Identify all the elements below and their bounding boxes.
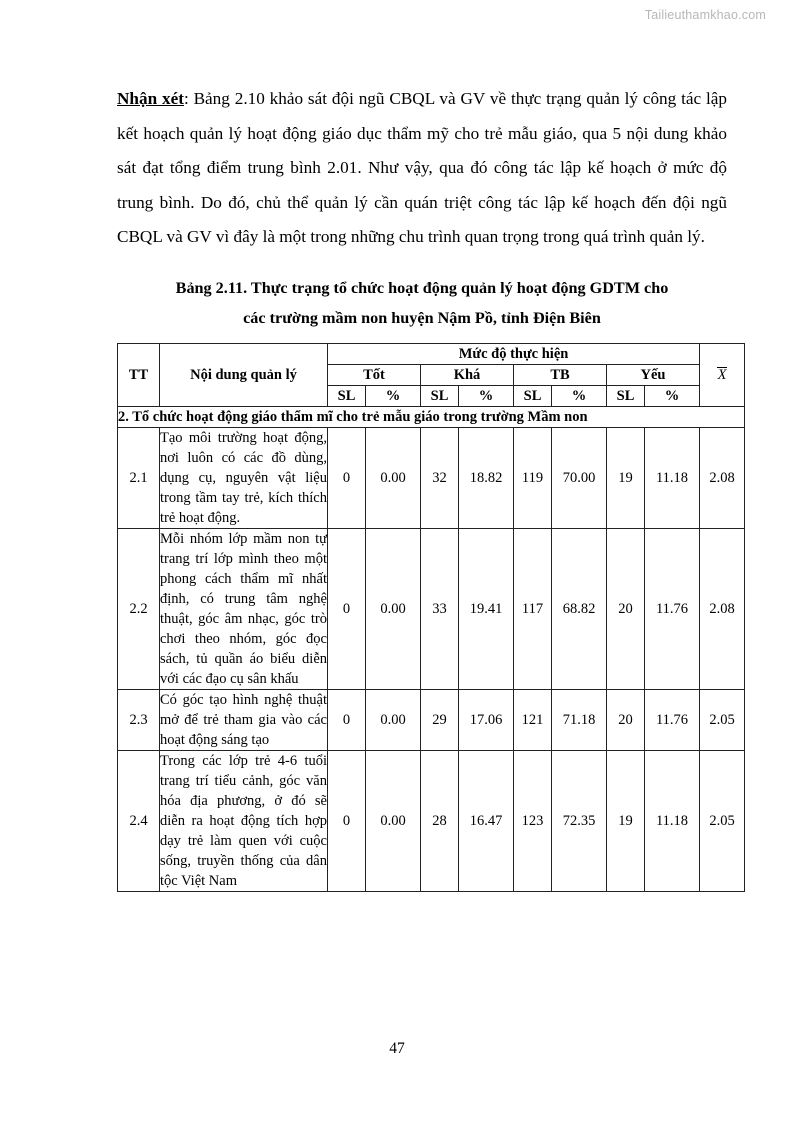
row-tot-pct: 0.00 [366, 750, 421, 891]
row-yeu-sl: 19 [607, 427, 645, 528]
header-level-group: Mức độ thực hiện [328, 343, 700, 364]
x-bar-symbol: X [717, 366, 727, 383]
header-kha-pct: % [459, 385, 514, 406]
row-yeu-sl: 20 [607, 689, 645, 750]
row-tt: 2.4 [118, 750, 160, 891]
row-mean: 2.08 [700, 427, 745, 528]
paragraph-lead-label: Nhận xét [117, 89, 184, 108]
row-kha-pct: 19.41 [459, 528, 514, 689]
row-tb-pct: 70.00 [552, 427, 607, 528]
row-kha-sl: 28 [421, 750, 459, 891]
row-yeu-pct: 11.76 [645, 689, 700, 750]
row-tot-sl: 0 [328, 750, 366, 891]
row-yeu-sl: 19 [607, 750, 645, 891]
survey-results-table [117, 343, 745, 892]
row-tot-pct: 0.00 [366, 689, 421, 750]
header-yeu-sl: SL [607, 385, 645, 406]
header-level-yeu: Yếu [607, 364, 700, 385]
row-kha-sl: 33 [421, 528, 459, 689]
paragraph-lead-separator: : [183, 89, 189, 108]
row-tb-sl: 117 [514, 528, 552, 689]
row-mean: 2.08 [700, 528, 745, 689]
row-yeu-pct: 11.76 [645, 528, 700, 689]
header-tb-sl: SL [514, 385, 552, 406]
page-number: 47 [389, 1040, 405, 1057]
row-tb-sl: 119 [514, 427, 552, 528]
table-row [118, 528, 745, 689]
table-section-row [118, 406, 745, 427]
table-caption-line1: Bảng 2.11. Thực trạng tổ chức hoạt động quản lý hoạt động GDTM cho [175, 278, 669, 297]
row-kha-sl: 29 [421, 689, 459, 750]
row-tot-sl: 0 [328, 689, 366, 750]
row-tb-sl: 121 [514, 689, 552, 750]
row-tt: 2.2 [118, 528, 160, 689]
row-tot-pct: 0.00 [366, 528, 421, 689]
row-description: Trong các lớp trẻ 4-6 tuổi trang trí tiểu cảnh, góc văn hóa địa phương, ở đó sẽ diễn ra hoạt động tích hợp dạy trẻ làm quen với cuộc sống, truyền thống của dân tộc Việt Nam [160, 750, 328, 891]
row-tb-pct: 68.82 [552, 528, 607, 689]
page-content [117, 82, 735, 892]
row-kha-pct: 16.47 [459, 750, 514, 891]
header-tot-sl: SL [328, 385, 366, 406]
table-header-row-1 [118, 343, 745, 364]
table-caption [117, 273, 727, 333]
header-kha-sl: SL [421, 385, 459, 406]
row-yeu-sl: 20 [607, 528, 645, 689]
site-watermark: Tailieuthamkhao.com [644, 8, 766, 22]
row-kha-pct: 17.06 [459, 689, 514, 750]
row-tot-sl: 0 [328, 427, 366, 528]
header-tt: TT [118, 343, 160, 406]
header-level-kha: Khá [421, 364, 514, 385]
row-tb-pct: 71.18 [552, 689, 607, 750]
section-heading: 2. Tổ chức hoạt động giáo thẩm mĩ cho trẻ mẫu giáo trong trường Mầm non [118, 406, 745, 427]
table-row [118, 689, 745, 750]
row-description: Mỗi nhóm lớp mầm non tự trang trí lớp mình theo một phong cách thẩm mĩ nhất định, có trung tâm nghệ thuật, góc âm nhạc, góc trò chơi theo nhóm, góc đọc sách, tủ quần áo biểu diễn với các đạo cụ sân khấu [160, 528, 328, 689]
row-yeu-pct: 11.18 [645, 750, 700, 891]
row-kha-pct: 18.82 [459, 427, 514, 528]
row-mean: 2.05 [700, 750, 745, 891]
table-caption-line2: các trường mầm non huyện Nậm Pồ, tỉnh Điện Biên [243, 308, 601, 327]
row-description: Tạo môi trường hoạt động, nơi luôn có các đồ dùng, dụng cụ, nguyên vật liệu trong tầm tay trẻ, kích thích trẻ hoạt động. [160, 427, 328, 528]
row-tot-pct: 0.00 [366, 427, 421, 528]
table-row [118, 750, 745, 891]
header-level-tot: Tốt [328, 364, 421, 385]
header-level-tb: TB [514, 364, 607, 385]
commentary-paragraph [117, 82, 727, 255]
header-tb-pct: % [552, 385, 607, 406]
header-yeu-pct: % [645, 385, 700, 406]
row-tot-sl: 0 [328, 528, 366, 689]
row-tt: 2.3 [118, 689, 160, 750]
row-mean: 2.05 [700, 689, 745, 750]
row-tb-sl: 123 [514, 750, 552, 891]
row-tb-pct: 72.35 [552, 750, 607, 891]
row-kha-sl: 32 [421, 427, 459, 528]
table-row [118, 427, 745, 528]
paragraph-body: Bảng 2.10 khảo sát đội ngũ CBQL và GV về thực trạng quản lý công tác lập kết hoạch quản lý hoạt động giáo dục thẩm mỹ cho trẻ mẫu giáo, qua 5 nội dung khảo sát đạt tổng điểm trung bình 2.01. Như vậy, qua đó công tác lập kế hoạch ở mức độ trung bình. Do đó, chủ thể quản lý cần quán triệt công tác lập kế hoạch đến đội ngũ CBQL và GV vì đây là một trong những chu trình quan trọng trong quá trình quản lý. [117, 89, 727, 246]
header-tot-pct: % [366, 385, 421, 406]
header-mean [700, 343, 745, 406]
row-description: Có góc tạo hình nghệ thuật mở để trẻ tham gia vào các hoạt động sáng tạo [160, 689, 328, 750]
row-yeu-pct: 11.18 [645, 427, 700, 528]
header-content: Nội dung quản lý [160, 343, 328, 406]
row-tt: 2.1 [118, 427, 160, 528]
